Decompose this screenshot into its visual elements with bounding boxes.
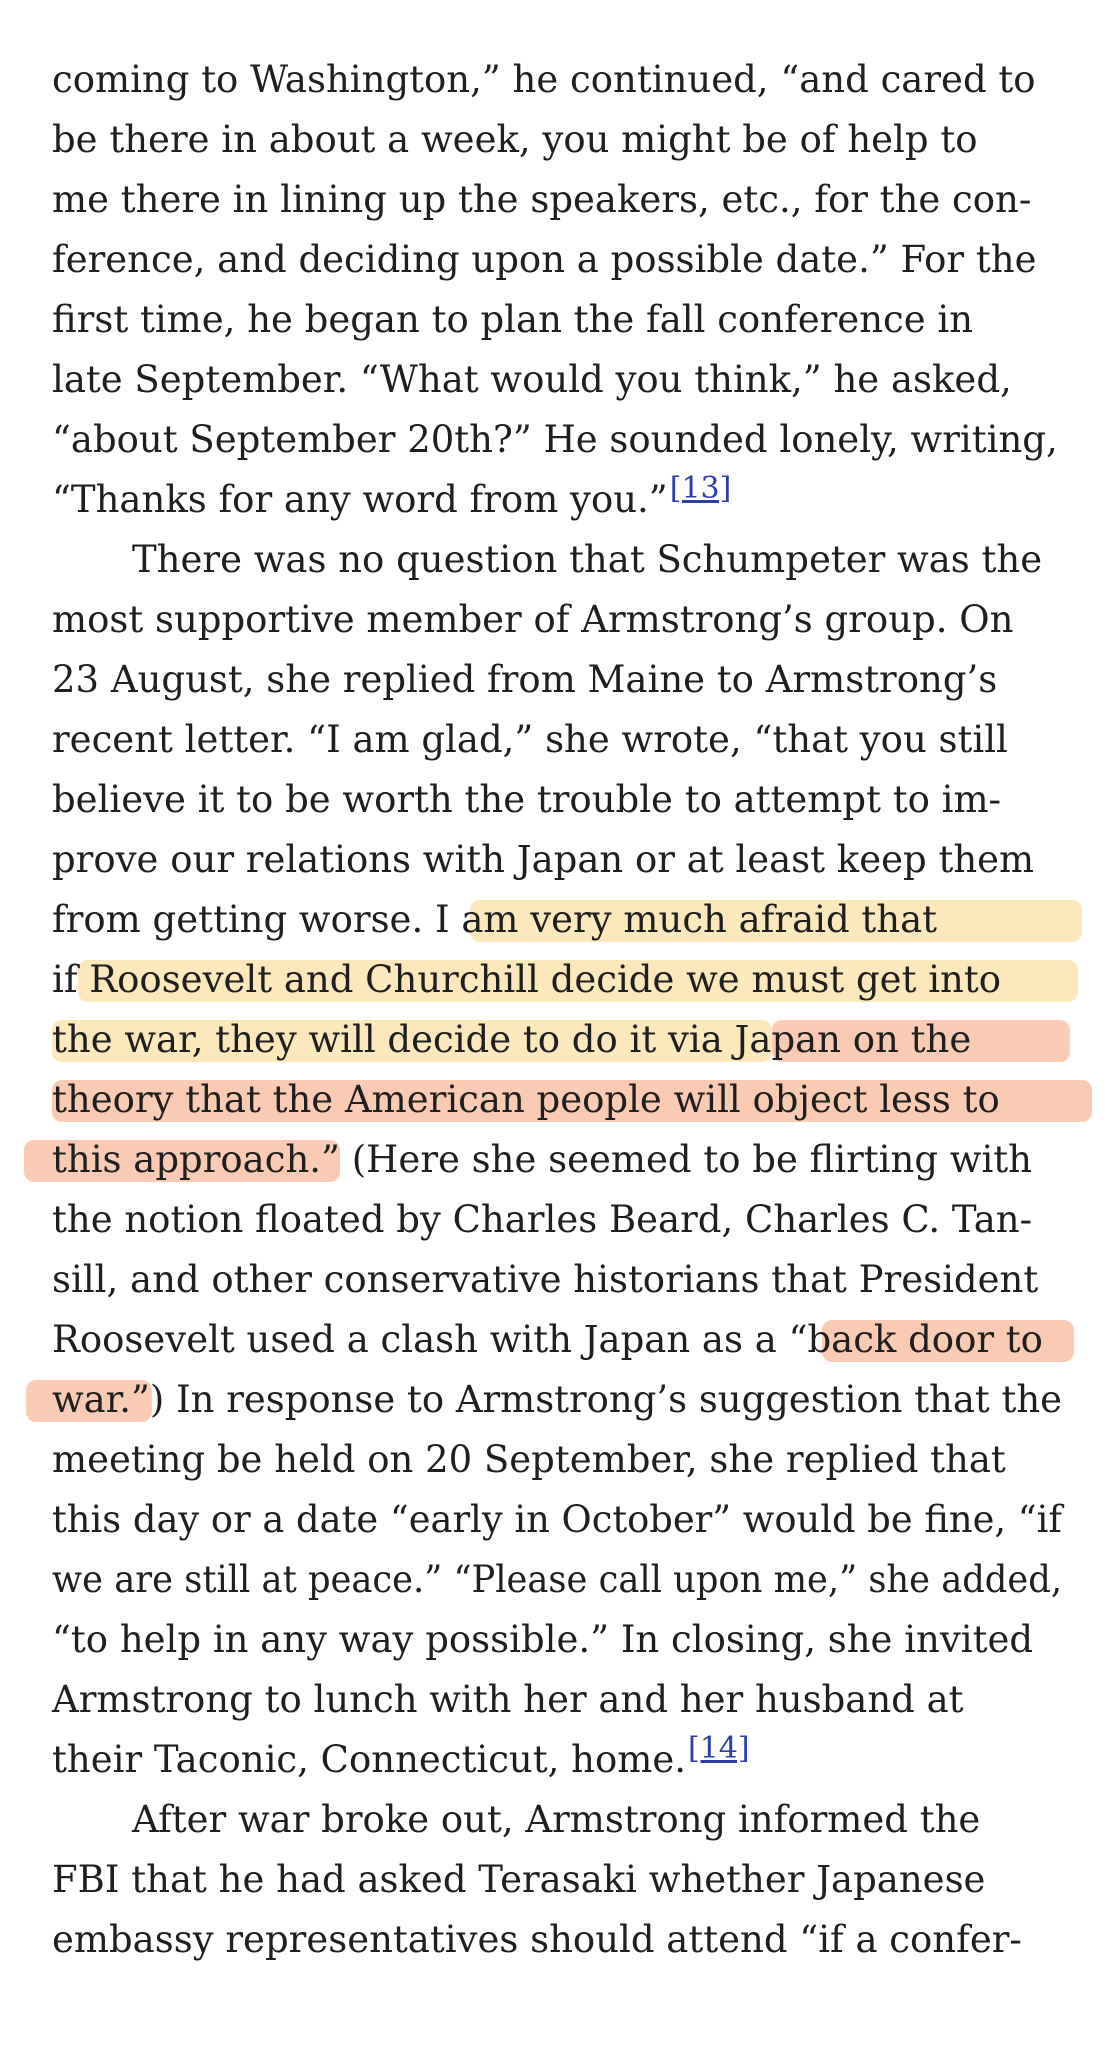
line-text: me there in lining up the speakers, etc., for the con- [52,178,1032,221]
paragraph-3 [52,1790,1062,1970]
line-text: “about September 20th?” He sounded lonely, writing, [52,418,1058,461]
line-text: most supportive member of Armstrong’s group. On [52,598,1014,641]
text-line [52,1070,1062,1130]
line-text: After war broke out, Armstrong informed the [132,1798,981,1841]
text-line [52,1250,1062,1310]
line-text: be there in about a week, you might be of help to [52,118,978,161]
text-line [52,1730,1062,1790]
line-text: theory that the American people will object less to [52,1078,1000,1121]
footnote-link-14[interactable]: [14] [688,1731,750,1766]
line-text: Armstrong to lunch with her and her husband at [52,1678,964,1721]
line-text: Roosevelt used a clash with Japan as a “back door to [52,1318,1043,1361]
text-line [52,590,1062,650]
line-text: ference, and deciding upon a possible date.” For the [52,238,1037,281]
text-line [52,1010,1062,1070]
line-text: this day or a date “early in October” would be fine, “if [52,1498,1063,1541]
text-line [52,530,1062,590]
text-line [52,830,1062,890]
line-text: this approach.” (Here she seemed to be flirting with [52,1138,1032,1181]
line-text: prove our relations with Japan or at least keep them [52,838,1035,881]
line-text: recent letter. “I am glad,” she wrote, “that you still [52,718,1008,761]
text-line [52,50,1062,110]
line-text: if Roosevelt and Churchill decide we must get into [52,958,1002,1001]
text-line [52,410,1062,470]
line-text: 23 August, she replied from Maine to Armstrong’s [52,658,998,701]
line-text: from getting worse. I am very much afraid that [52,898,938,941]
line-text: “Thanks for any word from you.” [52,478,668,521]
line-text: There was no question that Schumpeter was the [132,538,1043,581]
paragraph-2 [52,530,1062,1790]
text-line [52,710,1062,770]
text-line [52,1370,1061,1430]
line-text: embassy representatives should attend “if a confer- [52,1918,1022,1961]
line-text: we are still at peace.” “Please call upon me,” she added, [52,1558,1063,1601]
text-line [52,950,1062,1010]
book-page [52,50,1062,1970]
text-line [52,1130,1062,1190]
text-line [52,650,1062,710]
text-line [52,470,1062,530]
text-line [52,1790,1062,1850]
text-line [52,170,1062,230]
text-line [52,1670,1062,1730]
line-text: “to help in any way possible.” In closing, she invited [52,1618,1034,1661]
text-line [52,1610,1062,1670]
text-line [52,1850,1062,1910]
text-line [52,1190,1062,1250]
text-line [52,350,1062,410]
line-text: coming to Washington,” he continued, “and cared to [52,58,1036,101]
paragraph-1 [52,50,1062,530]
text-line [52,770,1062,830]
line-text: first time, he began to plan the fall conference in [52,298,974,341]
line-text: late September. “What would you think,” he asked, [52,358,1012,401]
line-text: their Taconic, Connecticut, home. [52,1738,687,1781]
text-line [52,1310,1062,1370]
footnote-link-13[interactable]: [13] [669,471,732,506]
text-line [52,890,1062,950]
line-text: sill, and other conservative historians that President [52,1258,1039,1301]
text-line [52,290,1062,350]
line-text: the notion floated by Charles Beard, Charles C. Tan- [52,1198,1033,1241]
text-line [52,1550,1063,1610]
text-line [52,1430,1062,1490]
text-line [52,1910,1062,1970]
line-text: the war, they will decide to do it via Japan on the [52,1018,972,1061]
line-text: believe it to be worth the trouble to attempt to im- [52,778,1002,821]
text-line [52,1490,1063,1550]
line-text: war.”) In response to Armstrong’s suggestion that the [52,1378,1062,1421]
text-line [52,110,1062,170]
line-text: meeting be held on 20 September, she replied that [52,1438,1006,1481]
line-text: FBI that he had asked Terasaki whether Japanese [52,1858,986,1901]
text-line [52,230,1062,290]
